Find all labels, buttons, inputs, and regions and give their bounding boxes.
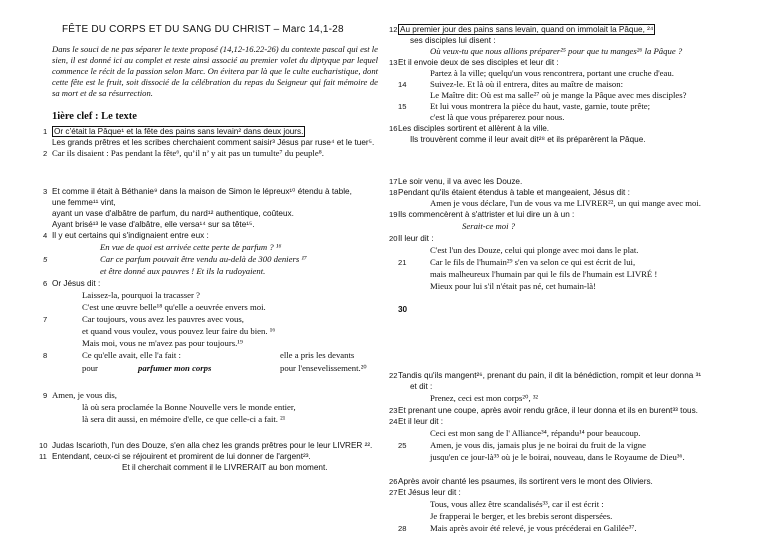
verse-21: 21 Car le fils de l'humain²⁹ s'en va selon ce qui est écrit de lui, <box>398 257 636 267</box>
verse-line: Partez à la ville; quelqu'un vous rencontrera, portant une cruche d'eau. <box>430 68 674 78</box>
verse-line: Prenez, ceci est mon corps²⁰, ³² <box>430 393 539 403</box>
verse-4: 4 Il y eut certains qui s'indignaient entre eux : <box>43 231 209 240</box>
verse-22: 22 Tandis qu'ils mangent²⁶, prenant du pain, il dit la bénédiction, rompit et leur donna ³¹ <box>389 371 702 380</box>
note-30: 30 <box>398 305 408 314</box>
verse-12: 12 Au premier jour des pains sans levain, quand on immolait la Pâque, ²⁴ <box>389 25 654 34</box>
right-column <box>390 0 760 543</box>
verse-line: c'est là que vous préparerez pour nous. <box>430 112 565 122</box>
verse-25: 25 Amen, je vous dis, jamais plus je ne boirai du fruit de la vigne <box>398 440 646 450</box>
verse-line: En vue de quoi est arrivée cette perte de parfum ? ¹⁶ <box>100 242 282 252</box>
verse-line: pour l'ensevelissement.²⁰ <box>280 363 367 373</box>
verse-13: 13 Et il envoie deux de ses disciples et leur dit : <box>389 58 559 67</box>
verse-7: 7 Car toujours, vous avez les pauvres avec vous, <box>43 314 244 324</box>
verse-line: Et il cherchait comment il le LIVRERAIT au bon moment. <box>122 463 328 472</box>
verse-line: Où veux-tu que nous allions préparer²⁵ pour que tu manges²⁶ la Pâque ? <box>430 46 683 56</box>
verse-line: Mieux pour lui s'il n'était pas né, cet humain-là! <box>430 281 596 291</box>
verse-17: 17 Le soir venu, il va avec les Douze. <box>389 177 523 186</box>
verse-line: et dit : <box>410 382 433 391</box>
verse-8: 8 Ce qu'elle avait, elle l'a fait : <box>43 350 181 360</box>
verse-20: 20 Il leur dit : <box>389 234 434 243</box>
verse-line: ayant un vase d'albâtre de parfum, du nard¹² authentique, coûteux. <box>52 209 294 218</box>
intro-paragraph: Dans le souci de ne pas séparer le texte proposé (14,12-16.22-26) du contexte pascal qui est le sien, il est donné ici au complet et reste ainsi associé au premier volet du diptyque par lequel commence le récit de la passion selon Marc. On évitera par là que le culte eucharistique, dont cette fête est le fruit, soit dissocié de la célébration du repas du Seigneur qui fait mémoire de sa mort et de sa résurrection. <box>52 44 378 98</box>
verse-27: 27 Et Jésus leur dit : <box>389 488 461 497</box>
verse-line: Tous, vous allez être scandalisés³³, car il est écrit : <box>430 499 604 509</box>
verse-19: 19 Ils commencèrent à s'attrister et lui dire un à un : <box>389 210 575 219</box>
verse-28: 28 Mais après avoir été relevé, je vous précéderai en Galilée³⁷. <box>398 523 637 533</box>
verse-line: parfumer mon corps <box>138 363 212 373</box>
verse-2: 2 Car ils disaient : Pas pendant la fête⁶, qu’il n’ y ait pas un tumulte⁷ du peuple⁸. <box>43 148 324 158</box>
verse-line: C'est une œuvre belle¹⁸ qu'elle a oeuvrée envers moi. <box>82 302 266 312</box>
verse-line: jusqu'en ce jour-là³⁵ où je le boirai, nouveau, dans le Royaume de Dieu³⁶. <box>430 452 685 462</box>
verse-line: Le Maître dit: Où est ma salle²⁷ où je mange la Pâque avec mes disciples? <box>430 90 687 100</box>
verse-line: ses disciples lui disent : <box>410 36 496 45</box>
verse-line: Les grands prêtres et les scribes cherchaient comment saisir³ Jésus par ruse⁴ et le tuer⁵. <box>52 138 375 147</box>
verse-line: une femme¹¹ vint, <box>52 198 116 207</box>
verse-11: 11 Entendant, ceux-ci se réjouirent et promirent de lui donner de l'argent²³. <box>39 452 311 461</box>
verse-line: Laissez-la, pourquoi la tracasser ? <box>82 290 200 300</box>
verse-6: 6 Or Jésus dit : <box>43 279 101 288</box>
verse-line: pour <box>82 363 98 373</box>
verse-line: et quand vous voulez, vous pouvez leur faire du bien. ¹⁶ <box>82 326 276 336</box>
verse-line: et être donné aux pauvres ! Et ils la rudoyaient. <box>100 266 266 276</box>
verse-line: Ils trouvèrent comme il leur avait dit²⁸ et ils préparèrent la Pâque. <box>410 135 646 144</box>
verse-line: mais malheureux l'humain par qui le fils de l'humain est LIVRÉ ! <box>430 269 658 279</box>
left-column <box>39 0 380 543</box>
verse-line: là où sera proclamée la Bonne Nouvelle vers le monde entier, <box>82 402 296 412</box>
verse-15: 15 Et lui vous montrera la pièce du haut, vaste, garnie, toute prête; <box>398 101 651 111</box>
verse-line: Ayant brisé¹³ le vase d'albâtre, elle versa¹⁴ sur sa tête¹⁵. <box>52 220 255 229</box>
verse-line: elle a pris les devants <box>280 350 355 360</box>
verse-line: Amen je vous déclare, l'un de vous va me LIVRER²², un qui mange avec moi. <box>430 198 701 208</box>
verse-16: 16 Les disciples sortirent et allèrent à la ville. <box>389 124 550 133</box>
verse-24: 24 Et il leur dit : <box>389 417 444 426</box>
verse-line: Serait-ce moi ? <box>462 221 516 231</box>
verse-18: 18 Pendant qu'ils étaient étendus à table et mangeaient, Jésus dit : <box>389 188 630 197</box>
verse-1: 1 Or c’était la Pâque¹ et la fête des pains sans levain² dans deux jours. <box>43 127 304 136</box>
section-heading: 1ière clef : Le texte <box>52 111 137 122</box>
verse-5: 5 Car ce parfum pouvait être vendu au-delà de 300 deniers ¹⁷ <box>43 254 308 264</box>
verse-line: C'est l'un des Douze, celui qui plonge avec moi dans le plat. <box>430 245 639 255</box>
verse-26: 26 Après avoir chanté les psaumes, ils sortirent vers le mont des Oliviers. <box>389 477 653 486</box>
verse-3: 3 Et comme il était à Béthanie⁹ dans la maison de Simon le lépreux¹⁰ étendu à table, <box>43 187 352 196</box>
verse-line: Ceci est mon sang de l' Alliance³⁴, répandu¹⁴ pour beaucoup. <box>430 428 641 438</box>
verse-14: 14 Suivez-le. Et là où il entrera, dites au maître de maison: <box>398 79 623 89</box>
verse-23: 23 Et prenant une coupe, après avoir rendu grâce, il leur donna et ils en burent³³ tous. <box>389 406 698 415</box>
verse-line: là sera dit aussi, en mémoire d'elle, ce que celle-ci a fait. ²¹ <box>82 414 286 424</box>
verse-9: 9 Amen, je vous dis, <box>43 390 117 400</box>
page-title: FÊTE DU CORPS ET DU SANG DU CHRIST – Marc 14,1-28 <box>62 24 344 35</box>
verse-line: Mais moi, vous ne m'avez pas pour toujours.¹⁹ <box>82 338 243 348</box>
verse-line: Je frapperai le berger, et les brebis seront dispersées. <box>430 511 613 521</box>
verse-10: 10 Judas Iscarioth, l'un des Douze, s'en alla chez les grands prêtres pour le leur LIVRER ²². <box>39 441 373 450</box>
